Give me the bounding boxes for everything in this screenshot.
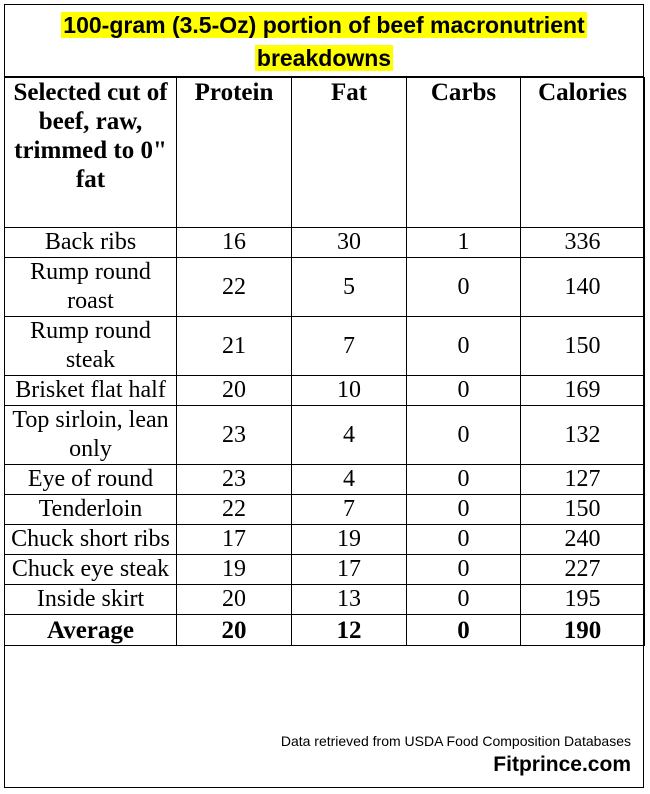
cell-calories: 336 (521, 228, 645, 258)
cell-calories: 140 (521, 258, 645, 317)
cell-protein: 23 (177, 465, 292, 495)
nutrition-table-card (4, 4, 644, 788)
average-carbs: 0 (407, 615, 521, 646)
source-note: Data retrieved from USDA Food Composition Databases (280, 733, 631, 749)
cell-protein: 20 (177, 376, 292, 406)
cell-fat: 4 (292, 406, 407, 465)
cell-fat: 5 (292, 258, 407, 317)
cell-fat: 7 (292, 317, 407, 376)
header-carbs: Carbs (407, 78, 521, 228)
cell-carbs: 1 (407, 228, 521, 258)
table-row (5, 258, 645, 317)
brand-name: Fitprince.com (493, 753, 631, 776)
cell-cut: Inside skirt (5, 585, 177, 615)
footer (5, 729, 643, 787)
header-row (5, 78, 645, 228)
cell-cut: Chuck short ribs (5, 525, 177, 555)
cell-protein: 22 (177, 495, 292, 525)
table-row (5, 525, 645, 555)
cell-calories: 227 (521, 555, 645, 585)
cell-protein: 21 (177, 317, 292, 376)
table-row (5, 406, 645, 465)
cell-calories: 150 (521, 317, 645, 376)
average-label: Average (5, 615, 177, 646)
cell-fat: 17 (292, 555, 407, 585)
average-protein: 20 (177, 615, 292, 646)
cell-cut: Back ribs (5, 228, 177, 258)
table-row (5, 585, 645, 615)
cell-protein: 19 (177, 555, 292, 585)
cell-carbs: 0 (407, 317, 521, 376)
table-title (5, 5, 643, 77)
header-protein: Protein (177, 78, 292, 228)
cell-fat: 7 (292, 495, 407, 525)
cell-fat: 19 (292, 525, 407, 555)
table-row (5, 228, 645, 258)
cell-calories: 240 (521, 525, 645, 555)
average-row (5, 615, 645, 646)
table-row (5, 555, 645, 585)
cell-carbs: 0 (407, 465, 521, 495)
table-title-text: 100-gram (3.5-Oz) portion of beef macronutrient breakdowns (63, 12, 585, 71)
cell-cut: Chuck eye steak (5, 555, 177, 585)
header-cut: Selected cut of beef, raw, trimmed to 0" fat (5, 78, 177, 228)
cell-fat: 13 (292, 585, 407, 615)
cell-carbs: 0 (407, 495, 521, 525)
cell-cut: Rump round roast (5, 258, 177, 317)
table-row (5, 376, 645, 406)
cell-fat: 10 (292, 376, 407, 406)
cell-calories: 150 (521, 495, 645, 525)
cell-calories: 127 (521, 465, 645, 495)
table-row (5, 317, 645, 376)
cell-cut: Top sirloin, lean only (5, 406, 177, 465)
cell-protein: 22 (177, 258, 292, 317)
average-calories: 190 (521, 615, 645, 646)
cell-protein: 23 (177, 406, 292, 465)
cell-cut: Tenderloin (5, 495, 177, 525)
average-fat: 12 (292, 615, 407, 646)
cell-cut: Brisket flat half (5, 376, 177, 406)
table-row (5, 495, 645, 525)
cell-carbs: 0 (407, 258, 521, 317)
cell-calories: 195 (521, 585, 645, 615)
cell-carbs: 0 (407, 525, 521, 555)
cell-protein: 16 (177, 228, 292, 258)
macronutrient-table (4, 77, 645, 646)
cell-cut: Eye of round (5, 465, 177, 495)
table-row (5, 465, 645, 495)
header-calories: Calories (521, 78, 645, 228)
cell-calories: 169 (521, 376, 645, 406)
cell-fat: 4 (292, 465, 407, 495)
cell-carbs: 0 (407, 406, 521, 465)
cell-calories: 132 (521, 406, 645, 465)
cell-carbs: 0 (407, 376, 521, 406)
cell-carbs: 0 (407, 555, 521, 585)
cell-cut: Rump round steak (5, 317, 177, 376)
header-fat: Fat (292, 78, 407, 228)
cell-protein: 20 (177, 585, 292, 615)
cell-carbs: 0 (407, 585, 521, 615)
cell-protein: 17 (177, 525, 292, 555)
cell-fat: 30 (292, 228, 407, 258)
